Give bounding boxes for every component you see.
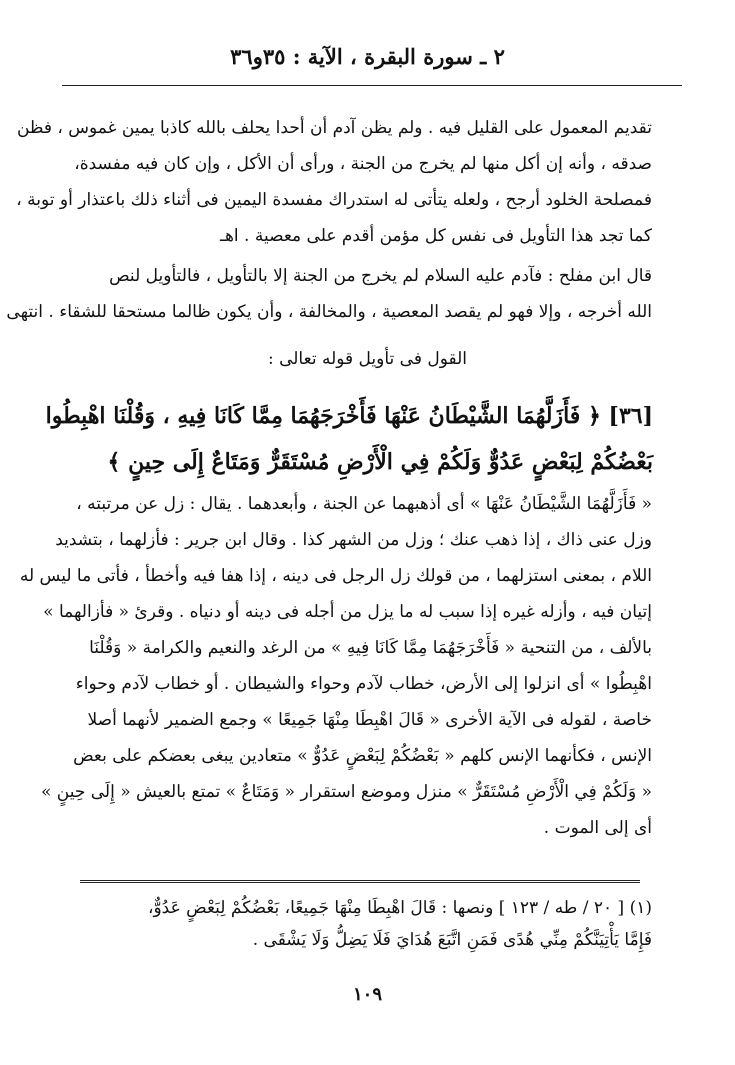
paragraph-3-line-5: بالألف ، من التنحية « فَأَخْرَجَهُمَا مِمَّا كَانَا فِيهِ » من الرغد والنعيم والكرامة « وَقُلْنَا <box>89 638 652 658</box>
page-number: ١٠٩ <box>352 984 382 1005</box>
running-header: ٢ ـ سورة البقرة ، الآية : ٣٥و٣٦ <box>230 44 505 69</box>
header-rule <box>62 85 682 86</box>
paragraph-3-line-9: « وَلَكُمْ فِي الْأَرْضِ مُسْتَقَرٌّ » منزل وموضع استقرار « وَمَتَاعٌ » تمتع بالعيش « إِلَى حِينٍ » <box>40 782 652 802</box>
footnote <box>92 892 652 956</box>
paragraph-3-line-10: أى إلى الموت . <box>543 818 652 838</box>
paragraph-3-line-4: إتيان فيه ، وأزله غيره إذا سبب له ما يزل من أجله فى دينه أو دنياه . وقرئ « فأزالهما » <box>43 602 652 622</box>
paragraph-2 <box>6 258 652 330</box>
paragraph-3-line-7: خاصة ، لقوله فى الآية الأخرى « قَالَ اهْبِطَا مِنْهَا جَمِيعًا » وجمع الضمير لأنهما أصلا <box>87 710 652 730</box>
footnote-separator <box>80 880 640 883</box>
paragraph-3-line-8: الإنس ، فكأنهما الإنس كلهم « بَعْضُكُمْ لِبَعْضٍ عَدُوٌّ » متعادين يبغى بعضكم على بعض <box>73 746 652 766</box>
footnote-line-2: فَإِمَّا يَأْتِيَنَّكُمْ مِنِّي هُدًى فَمَنِ اتَّبَعَ هُدَايَ فَلَا يَضِلُّ وَلَا يَشْقَى . <box>252 930 652 950</box>
paragraph-3-line-3: اللام ، بمعنى استزلهما ، من قولك زل الرجل فى دينه ، إذا هفا فيه وأخطأ ، فأتى ما ليس له <box>19 566 652 586</box>
paragraph-1-line-2: صدقه ، وأنه إن أكل منها لم يخرج من الجنة ، ورأى أن الأكل ، وإن كان فيه مفسدة، <box>74 154 652 174</box>
verse-line-1: [٣٦] ﴿ فَأَزَلَّهُمَا الشَّيْطَانُ عَنْهَا فَأَخْرَجَهُمَا مِمَّا كَانَا فِيهِ ، وَقُلْنَا اهْبِطُوا <box>45 403 653 429</box>
verse-line-2: بَعْضُكُمْ لِبَعْضٍ عَدُوٌّ وَلَكُمْ فِي الْأَرْضِ مُسْتَقَرٌّ وَمَتَاعٌ إِلَى حِينٍ ﴾ <box>107 449 653 475</box>
paragraph-1 <box>16 110 652 254</box>
paragraph-2-line-1: قال ابن مفلح : فآدم عليه السلام لم يخرج من الجنة إلا بالتأويل ، فالتأويل لنص <box>109 266 652 286</box>
paragraph-1-line-4: كما تجد هذا التأويل فى نفس كل مؤمن أقدم على معصية . اهـ <box>219 226 652 246</box>
paragraph-3 <box>19 486 652 846</box>
paragraph-3-line-2: وزل عنى ذاك ، إذا ذهب عنك ؛ وزل من الشهر كذا . وقال ابن جرير : فأزلهما ، بتشديد <box>55 530 652 550</box>
section-heading: القول فى تأويل قوله تعالى : <box>267 349 468 369</box>
paragraph-3-line-6: اهْبِطُوا » أى انزلوا إلى الأرض، خطاب لآدم وحواء والشيطان . أو خطاب لآدم وحواء <box>75 674 652 694</box>
paragraph-1-line-3: فمصلحة الخلود أرجح ، ولعله يتأتى له استدراك مفسدة اليمين فى أثناء ذلك باعتذار أو توبة ، <box>16 190 652 210</box>
paragraph-1-line-1: تقديم المعمول على القليل فيه . ولم يظن آدم أن أحدا يحلف بالله كاذبا يمين غموس ، فظن <box>16 118 652 138</box>
paragraph-2-line-2: الله أخرجه ، وإلا فهو لم يقصد المعصية ، والمخالفة ، وأن يكون ظالما مستحقا للشقاء . انتهى <box>6 302 652 322</box>
paragraph-3-line-1: « فَأَزَلَّهُمَا الشَّيْطَانُ عَنْهَا » أى أذهبهما عن الجنة ، وأبعدهما . يقال : زل عن مرتبته ، <box>76 494 652 514</box>
quran-verse <box>45 393 653 485</box>
footnote-line-1: (١) [ ٢٠ / طه / ١٢٣ ] ونصها : قَالَ اهْبِطَا مِنْهَا جَمِيعًا، بَعْضُكُمْ لِبَعْضٍ عَدُوٌّ، <box>147 898 652 918</box>
